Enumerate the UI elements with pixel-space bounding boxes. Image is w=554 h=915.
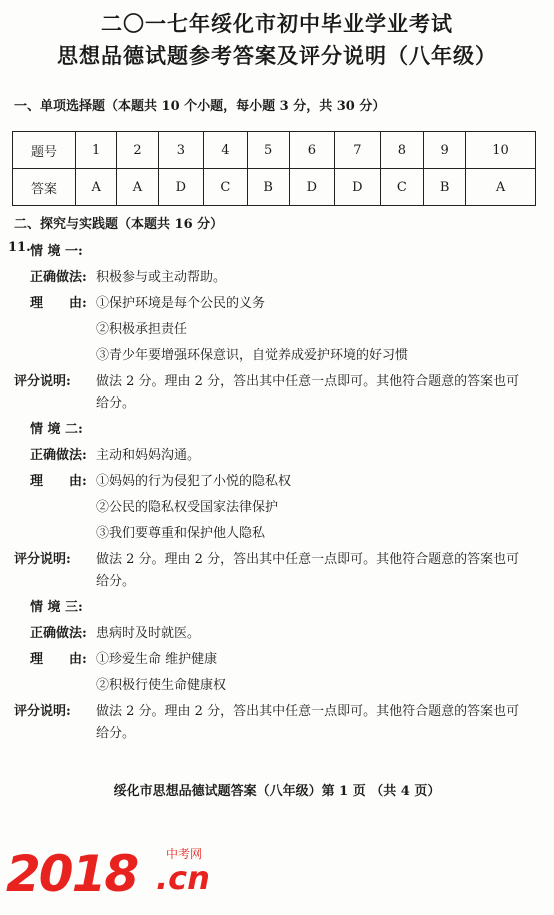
table-cell: D xyxy=(289,169,334,206)
situation-3-correct: 患病时及时就医。 xyxy=(96,626,201,641)
situation-3-scoring-1: 做法 2 分。理由 2 分，答出其中任意一点即可。其他符合题意的答案也可 xyxy=(96,704,520,719)
site-logo[interactable] xyxy=(6,845,266,905)
situation-2-reason-1: ①妈妈的行为侵犯了小悦的隐私权 xyxy=(96,474,292,489)
table-cell: 5 xyxy=(247,132,289,169)
situation-1-scoring-1: 做法 2 分。理由 2 分，答出其中任意一点即可。其他符合题意的答案也可 xyxy=(96,374,520,389)
page-footer: 绥化市思想品德试题答案（八年级）第 1 页 （共 4 页） xyxy=(113,784,441,799)
table-cell: A xyxy=(76,169,117,206)
table-cell: 6 xyxy=(289,132,334,169)
table-cell: C xyxy=(204,169,248,206)
title-line-2: 思想品德试题参考答案及评分说明（八年级） xyxy=(57,43,497,68)
table-cell: A xyxy=(466,169,536,206)
situation-2-scoring-2: 给分。 xyxy=(96,574,136,589)
situation-3-reason-2: ②积极行使生命健康权 xyxy=(96,678,227,693)
situation-3-scoring-label: 评分说明: xyxy=(14,704,71,719)
table-cell: 9 xyxy=(424,132,466,169)
situation-1-reason-3: ③青少年要增强环保意识，自觉养成爱护环境的好习惯 xyxy=(96,348,409,363)
answer-table xyxy=(12,131,536,206)
situation-3-scoring-2: 给分。 xyxy=(96,726,136,741)
situation-2-correct: 主动和妈妈沟通。 xyxy=(96,448,201,463)
table-header-q: 题号 xyxy=(13,132,76,169)
situation-1-correct-label: 正确做法: xyxy=(30,270,87,285)
question-number: 11. xyxy=(8,240,31,255)
table-cell: D xyxy=(335,169,380,206)
table-cell: B xyxy=(247,169,289,206)
situation-2-reason-3: ③我们要尊重和保护他人隐私 xyxy=(96,526,266,541)
table-cell: D xyxy=(158,169,203,206)
situation-1-reason-1: ①保护环境是每个公民的义务 xyxy=(96,296,266,311)
situation-1-scoring-2: 给分。 xyxy=(96,396,136,411)
logo-site-name: 中考网 xyxy=(166,847,203,861)
situation-3-label: 情 境 三: xyxy=(30,600,83,615)
situation-1-reason-2: ②积极承担责任 xyxy=(96,322,188,337)
table-cell: 3 xyxy=(158,132,203,169)
situation-2-label: 情 境 二: xyxy=(30,422,83,437)
situation-1-reason-label: 理 由: xyxy=(30,296,87,311)
situation-3-reason-1: ①珍爱生命 维护健康 xyxy=(96,652,218,667)
situation-1-correct: 积极参与或主动帮助。 xyxy=(96,270,227,285)
table-cell: A xyxy=(117,169,158,206)
situation-1-scoring-label: 评分说明: xyxy=(14,374,71,389)
table-cell: 7 xyxy=(335,132,380,169)
table-cell: 1 xyxy=(76,132,117,169)
table-row-numbers xyxy=(13,132,536,169)
situation-2-scoring-1: 做法 2 分。理由 2 分，答出其中任意一点即可。其他符合题意的答案也可 xyxy=(96,552,520,567)
situation-3-correct-label: 正确做法: xyxy=(30,626,87,641)
table-cell: 10 xyxy=(466,132,536,169)
table-cell: 8 xyxy=(380,132,424,169)
situation-2-correct-label: 正确做法: xyxy=(30,448,87,463)
title-line-1: 二〇一七年绥化市初中毕业学业考试 xyxy=(101,11,453,36)
situation-2-scoring-label: 评分说明: xyxy=(14,552,71,567)
table-cell: 4 xyxy=(204,132,248,169)
table-header-a: 答案 xyxy=(13,169,76,206)
section-2-heading: 二、探究与实践题（本题共 16 分） xyxy=(14,217,224,232)
logo-number: 2018 xyxy=(6,845,138,903)
situation-2-reason-label: 理 由: xyxy=(30,474,87,489)
situation-1-label: 情 境 一: xyxy=(30,244,83,259)
section-1-heading: 一、单项选择题（本题共 10 个小题，每小题 3 分，共 30 分） xyxy=(14,99,386,114)
table-cell: 2 xyxy=(117,132,158,169)
situation-2-reason-2: ②公民的隐私权受国家法律保护 xyxy=(96,500,279,515)
table-cell: B xyxy=(424,169,466,206)
situation-3-reason-label: 理 由: xyxy=(30,652,87,667)
logo-domain: .cn xyxy=(156,859,210,897)
table-cell: C xyxy=(380,169,424,206)
table-row-answers xyxy=(13,169,536,206)
